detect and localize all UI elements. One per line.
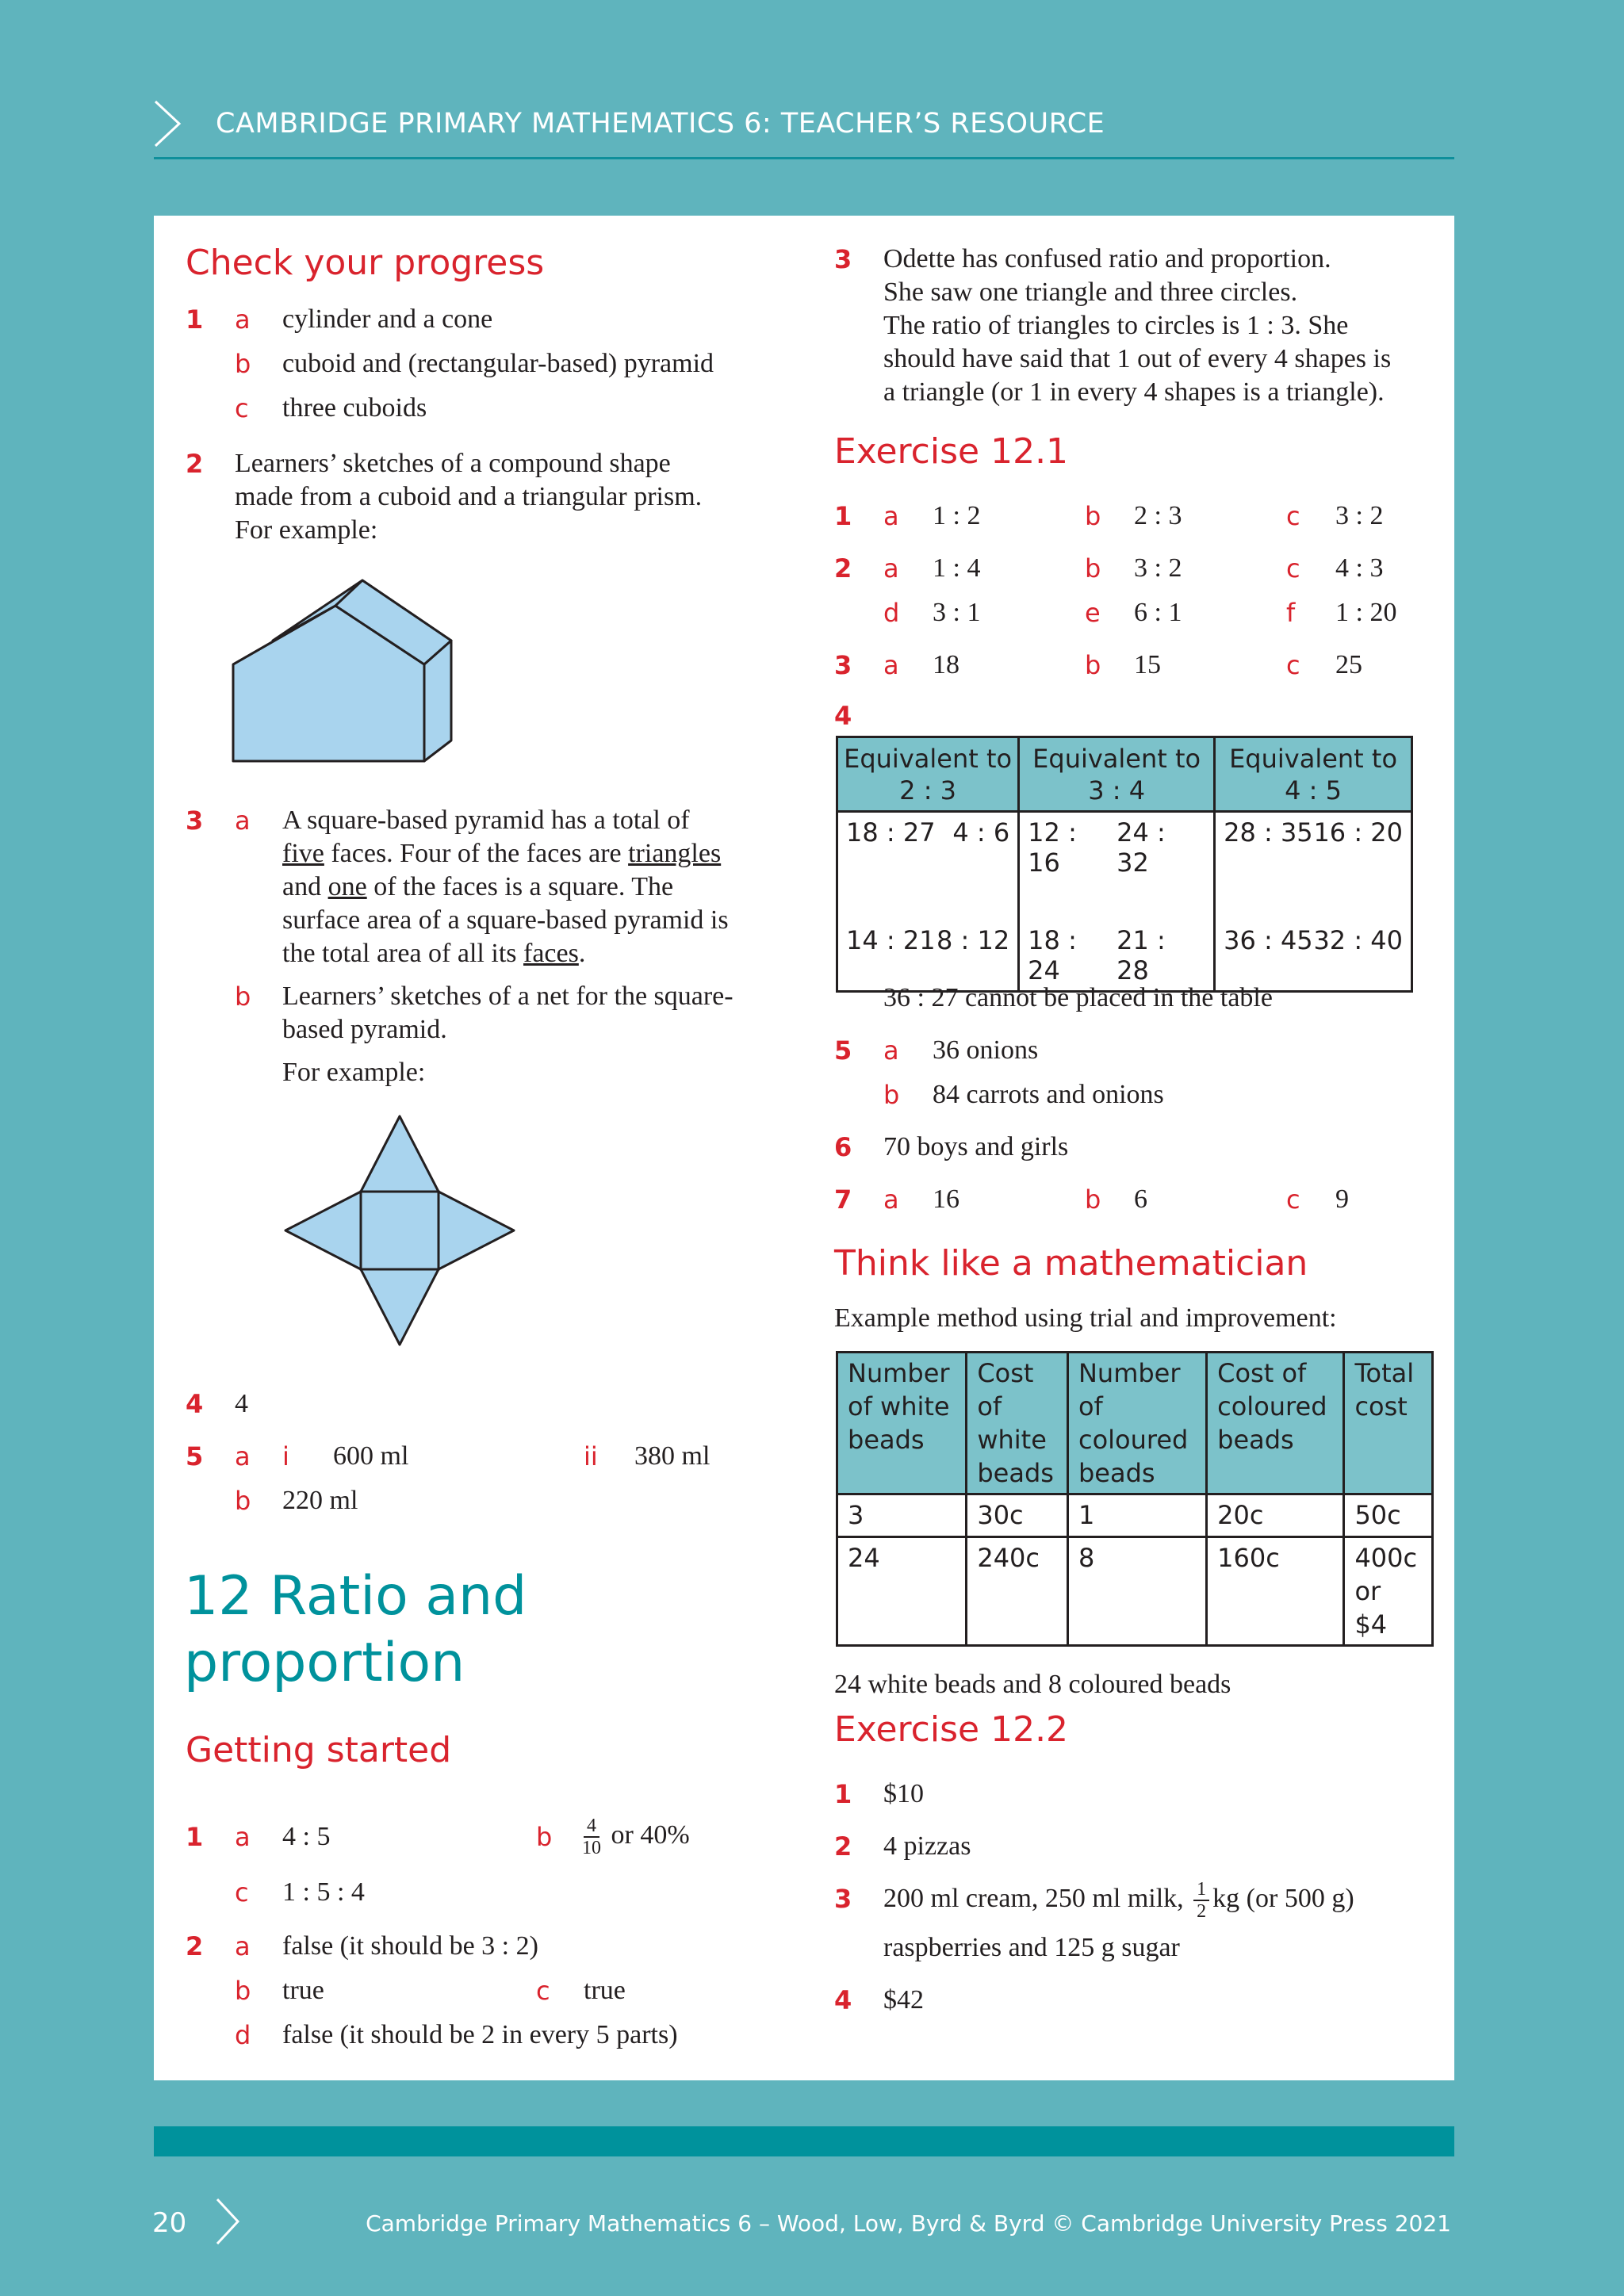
question-number: 1: [834, 1779, 852, 1809]
answer-text: 1 : 2: [933, 501, 981, 530]
answer-text: three cuboids: [282, 393, 427, 423]
answer-text: 24 white beads and 8 coloured beads: [834, 1670, 1231, 1699]
table-cell: 50c: [1344, 1494, 1433, 1537]
answer-text: 1 : 4: [933, 553, 981, 583]
part-label: a: [883, 1184, 899, 1215]
answer-text: surface area of a square-based pyramid is: [282, 905, 729, 935]
answer-text: $10: [883, 1779, 924, 1808]
table-cell: 8: [1067, 1537, 1206, 1646]
pyramid-net-diagram: [281, 1112, 519, 1349]
chevron-right-icon: [152, 100, 184, 147]
question-number: 3: [834, 1884, 852, 1914]
answer-text: 25: [1335, 650, 1362, 679]
answer-text: 1 : 20: [1335, 598, 1397, 627]
table-header: Equivalent to 3 : 4: [1019, 737, 1215, 812]
answer-text: five faces. Four of the faces are triangles: [282, 839, 722, 868]
page-header-title: CAMBRIDGE PRIMARY MATHEMATICS 6: TEACHER’S RESOURCE: [216, 108, 1105, 140]
answer-text: 70 boys and girls: [883, 1132, 1069, 1161]
answer-text: A square-based pyramid has a total of: [282, 806, 690, 835]
answer-text: Learners’ sketches of a compound shape: [235, 449, 671, 478]
answer-text: 84 carrots and onions: [933, 1080, 1164, 1109]
part-label: b: [1085, 501, 1101, 531]
question-number: 4: [186, 1389, 204, 1419]
chapter-title-line2: proportion: [184, 1632, 465, 1694]
answer-text: cuboid and (rectangular-based) pyramid: [282, 349, 714, 378]
question-number: 1: [834, 501, 852, 531]
answer-text: 4 : 3: [1335, 553, 1384, 583]
part-label: a: [235, 1441, 251, 1471]
answer-text: 36 : 27 cannot be placed in the table: [883, 983, 1273, 1012]
table-header: Equivalent to 2 : 3: [837, 737, 1019, 812]
answer-text: a triangle (or 1 in every 4 shapes is a triangle).: [883, 377, 1385, 407]
part-label: d: [883, 598, 900, 628]
table-cell: 240c: [967, 1537, 1068, 1646]
answer-text: For example:: [282, 1058, 426, 1087]
question-number: 3: [186, 806, 204, 836]
question-number: 7: [834, 1184, 852, 1215]
table-cell: 20c: [1207, 1494, 1344, 1537]
table-header: Cost of white beads: [967, 1353, 1068, 1494]
header-divider: [154, 157, 1454, 159]
table-cell: 30c: [967, 1494, 1068, 1537]
part-label: a: [235, 1931, 251, 1961]
question-number: 5: [834, 1035, 852, 1066]
part-label: i: [282, 1441, 289, 1471]
part-label: b: [235, 349, 251, 379]
part-label: a: [235, 304, 251, 335]
answer-text: cylinder and a cone: [282, 304, 493, 334]
question-number: 1: [186, 304, 204, 335]
question-number: 4: [834, 701, 852, 731]
table-header: Number of white beads: [837, 1353, 967, 1494]
table-cell: 28 : 35 16 : 20 36 : 45 32 : 40: [1215, 812, 1412, 992]
answer-text: She saw one triangle and three circles.: [883, 277, 1298, 307]
chapter-title-line1: 12 Ratio and: [184, 1565, 527, 1628]
part-label: c: [235, 1877, 249, 1908]
question-number: 2: [186, 449, 204, 479]
answer-text: true: [584, 1976, 626, 2005]
answer-text: 220 ml: [282, 1486, 358, 1515]
compound-shape-diagram: [225, 572, 463, 786]
answer-text: based pyramid.: [282, 1015, 447, 1044]
table-cell: 3: [837, 1494, 967, 1537]
answer-text: 9: [1335, 1184, 1349, 1214]
question-number: 1: [186, 1822, 204, 1852]
part-label: c: [536, 1976, 550, 2006]
answer-text: $42: [883, 1985, 924, 2015]
answer-text: Example method using trial and improvement:: [834, 1303, 1337, 1333]
answer-text: the total area of all its faces.: [282, 939, 586, 968]
ratio-table: [836, 736, 1413, 993]
answer-text: 18: [933, 650, 959, 679]
content-panel: [154, 216, 1454, 2080]
answer-text: Learners’ sketches of a net for the square-: [282, 982, 733, 1011]
question-number: 2: [834, 1831, 852, 1862]
exercise-12-1-heading: Exercise 12.1: [834, 431, 1069, 472]
answer-text: 3 : 2: [1134, 553, 1182, 583]
check-progress-heading: Check your progress: [186, 243, 545, 283]
answer-text: 3 : 2: [1335, 501, 1384, 530]
footer-credit: Cambridge Primary Mathematics 6 – Wood, Low, Byrd & Byrd © Cambridge University Press 2021: [366, 2210, 1451, 2237]
table-cell: 400c or $4: [1344, 1537, 1433, 1646]
table-header: Cost of coloured beads: [1207, 1353, 1344, 1494]
part-label: c: [1286, 501, 1300, 531]
part-label: c: [235, 393, 249, 423]
answer-text: false (it should be 2 in every 5 parts): [282, 2020, 678, 2049]
question-number: 2: [186, 1931, 204, 1961]
question-number: 4: [834, 1985, 852, 2015]
answer-text: For example:: [235, 515, 378, 545]
part-label: b: [1085, 650, 1101, 680]
answer-text: 1 : 5 : 4: [282, 1877, 365, 1907]
answer-text: Odette has confused ratio and proportion.: [883, 244, 1331, 274]
part-label: b: [536, 1822, 553, 1852]
answer-text: The ratio of triangles to circles is 1 : 3. She: [883, 311, 1349, 340]
question-number: 5: [186, 1441, 204, 1471]
part-label: b: [235, 1486, 251, 1516]
part-label: a: [883, 1035, 899, 1066]
question-number: 2: [834, 553, 852, 584]
part-label: b: [883, 1080, 900, 1110]
table-cell: 12 : 16 24 : 32 18 : 24 21 : 28: [1019, 812, 1215, 992]
fraction: $\frac{1}{2}$: [1193, 1879, 1209, 1922]
answer-text: 6: [1134, 1184, 1147, 1214]
beads-table: [836, 1351, 1434, 1647]
think-like-mathematician-heading: Think like a mathematician: [834, 1243, 1308, 1284]
part-label: b: [235, 982, 251, 1012]
part-label: c: [1286, 553, 1300, 584]
table-header: Total cost: [1344, 1353, 1433, 1494]
answer-text: false (it should be 3 : 2): [282, 1931, 538, 1961]
table-cell: 160c: [1207, 1537, 1344, 1646]
answer-text: made from a cuboid and a triangular prism.: [235, 482, 703, 511]
answer-text: 4: [235, 1389, 248, 1418]
answer-text: 6 : 1: [1134, 598, 1182, 627]
part-label: ii: [584, 1441, 598, 1471]
chevron-right-icon: [214, 2198, 241, 2245]
part-label: a: [235, 1822, 251, 1852]
table-cell: 24: [837, 1537, 967, 1646]
fraction: $\frac{4}{10}$: [582, 1816, 601, 1859]
table-cell: 18 : 27 4 : 6 14 : 21 8 : 12: [837, 812, 1019, 992]
answer-text: and one of the faces is a square. The: [282, 872, 674, 901]
getting-started-heading: Getting started: [186, 1730, 452, 1770]
answer-text: 2 : 3: [1134, 501, 1182, 530]
part-label: e: [1085, 598, 1101, 628]
page-number: 20: [152, 2207, 187, 2239]
answer-text: $\frac{4}{10}$ or 40%: [582, 1816, 690, 1859]
answer-text: raspberries and 125 g sugar: [883, 1933, 1180, 1962]
answer-text: 4 : 5: [282, 1822, 331, 1851]
table-header: Number of coloured beads: [1067, 1353, 1206, 1494]
part-label: a: [235, 806, 251, 836]
answer-text: 15: [1134, 650, 1161, 679]
part-label: b: [1085, 1184, 1101, 1215]
part-label: f: [1286, 598, 1296, 628]
answer-text: 36 onions: [933, 1035, 1039, 1065]
part-label: a: [883, 553, 899, 584]
answer-text: 16: [933, 1184, 959, 1214]
part-label: c: [1286, 1184, 1300, 1215]
answer-text: 4 pizzas: [883, 1831, 971, 1861]
table-cell: 1: [1067, 1494, 1206, 1537]
answer-text: should have said that 1 out of every 4 shapes is: [883, 344, 1392, 373]
answer-text: 600 ml: [333, 1441, 409, 1471]
question-number: 6: [834, 1132, 852, 1162]
part-label: a: [883, 501, 899, 531]
answer-text: 3 : 1: [933, 598, 981, 627]
part-label: b: [1085, 553, 1101, 584]
footer-bar: [154, 2126, 1454, 2156]
part-label: c: [1286, 650, 1300, 680]
table-header: Equivalent to 4 : 5: [1215, 737, 1412, 812]
part-label: b: [235, 1976, 251, 2006]
answer-text: true: [282, 1976, 324, 2005]
question-number: 3: [834, 244, 852, 274]
answer-text: 200 ml cream, 250 ml milk, $\frac{1}{2}$ kg (or 500 g): [883, 1879, 1354, 1923]
answer-text: 380 ml: [634, 1441, 710, 1471]
exercise-12-2-heading: Exercise 12.2: [834, 1709, 1069, 1750]
question-number: 3: [834, 650, 852, 680]
part-label: d: [235, 2020, 251, 2050]
part-label: a: [883, 650, 899, 680]
